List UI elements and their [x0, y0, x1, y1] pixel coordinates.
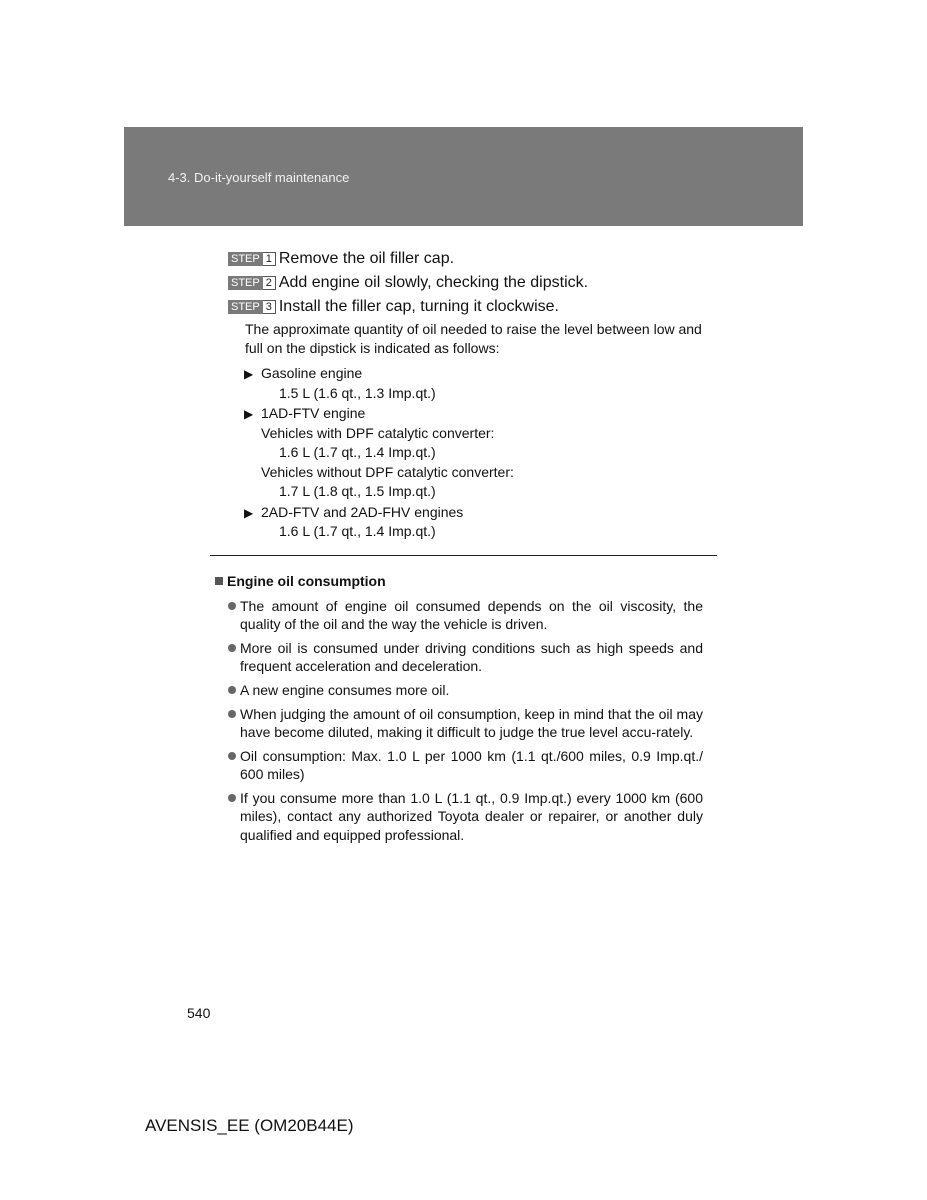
consumption-heading: Engine oil consumption — [215, 573, 386, 589]
engine-type-1ad-ftv: ▶ 1AD-FTV engine — [244, 404, 514, 424]
oil-quantity-value: 1.5 L (1.6 qt., 1.3 Imp.qt.) — [279, 384, 436, 401]
bullet-dot-icon — [228, 794, 236, 802]
oil-quantity-list — [244, 364, 514, 542]
variant-with-dpf: Vehicles with DPF catalytic converter: — [261, 424, 495, 441]
step-text: Add engine oil slowly, checking the dipstick. — [278, 274, 589, 291]
bullet-dot-icon — [228, 710, 236, 718]
oil-quantity-value: 1.7 L (1.8 qt., 1.5 Imp.qt.) — [279, 483, 436, 499]
engine-type-2ad: ▶ 2AD-FTV and 2AD-FHV engines — [244, 503, 514, 523]
triangle-right-icon: ▶ — [244, 505, 254, 520]
list-item: A new engine consumes more oil. — [228, 681, 703, 699]
section-header-band — [124, 127, 803, 226]
bullet-dot-icon — [228, 602, 236, 610]
triangle-right-icon: ▶ — [244, 407, 254, 421]
step-text: Remove the oil filler cap. — [278, 250, 455, 267]
oil-quantity-intro: The approximate quantity of oil needed to raise the level between low and full on the dipstick is indicated as follows: — [245, 321, 702, 356]
step-2 — [228, 271, 588, 295]
bullet-dot-icon — [228, 686, 236, 694]
step-badge: STEP 1 — [228, 252, 276, 266]
step-list — [228, 247, 588, 319]
list-item: More oil is consumed under driving conditions such as high speeds and frequent acceleration and deceleration. — [228, 639, 703, 676]
square-bullet-icon — [215, 577, 223, 585]
list-item: If you consume more than 1.0 L (1.1 qt., 0.9 Imp.qt.) every 1000 km (600 miles), contact any authorized Toyota dealer or repairer, or another duly qualified and equipped professional. — [228, 789, 703, 844]
step-text: Install the filler cap, turning it clockwise. — [278, 298, 559, 315]
engine-type-gasoline: ▶ Gasoline engine — [244, 364, 514, 384]
section-title: 4-3. Do-it-yourself maintenance — [168, 170, 350, 185]
section-divider — [210, 555, 717, 556]
step-badge: STEP 3 — [228, 300, 276, 314]
oil-quantity-value: 1.6 L (1.7 qt., 1.4 Imp.qt.) — [279, 523, 436, 539]
page-number: 540 — [187, 1005, 211, 1021]
oil-quantity-value: 1.6 L (1.7 qt., 1.4 Imp.qt.) — [279, 444, 436, 460]
bullet-dot-icon — [228, 644, 236, 652]
consumption-bullets — [228, 597, 703, 850]
list-item: Oil consumption: Max. 1.0 L per 1000 km (1.1 qt./600 miles, 0.9 Imp.qt./ 600 miles) — [228, 747, 703, 784]
bullet-dot-icon — [228, 752, 236, 760]
step-3 — [228, 295, 588, 319]
step-badge: STEP 2 — [228, 276, 276, 290]
list-item: When judging the amount of oil consumption, keep in mind that the oil may have become diluted, making it difficult to judge the true level accu-rately. — [228, 705, 703, 742]
document-footer: AVENSIS_EE (OM20B44E) — [145, 1116, 354, 1135]
list-item: The amount of engine oil consumed depends on the oil viscosity, the quality of the oil and the way the vehicle is driven. — [228, 597, 703, 634]
triangle-right-icon: ▶ — [244, 367, 254, 381]
variant-without-dpf: Vehicles without DPF catalytic converter: — [261, 463, 514, 480]
step-1 — [228, 247, 588, 271]
